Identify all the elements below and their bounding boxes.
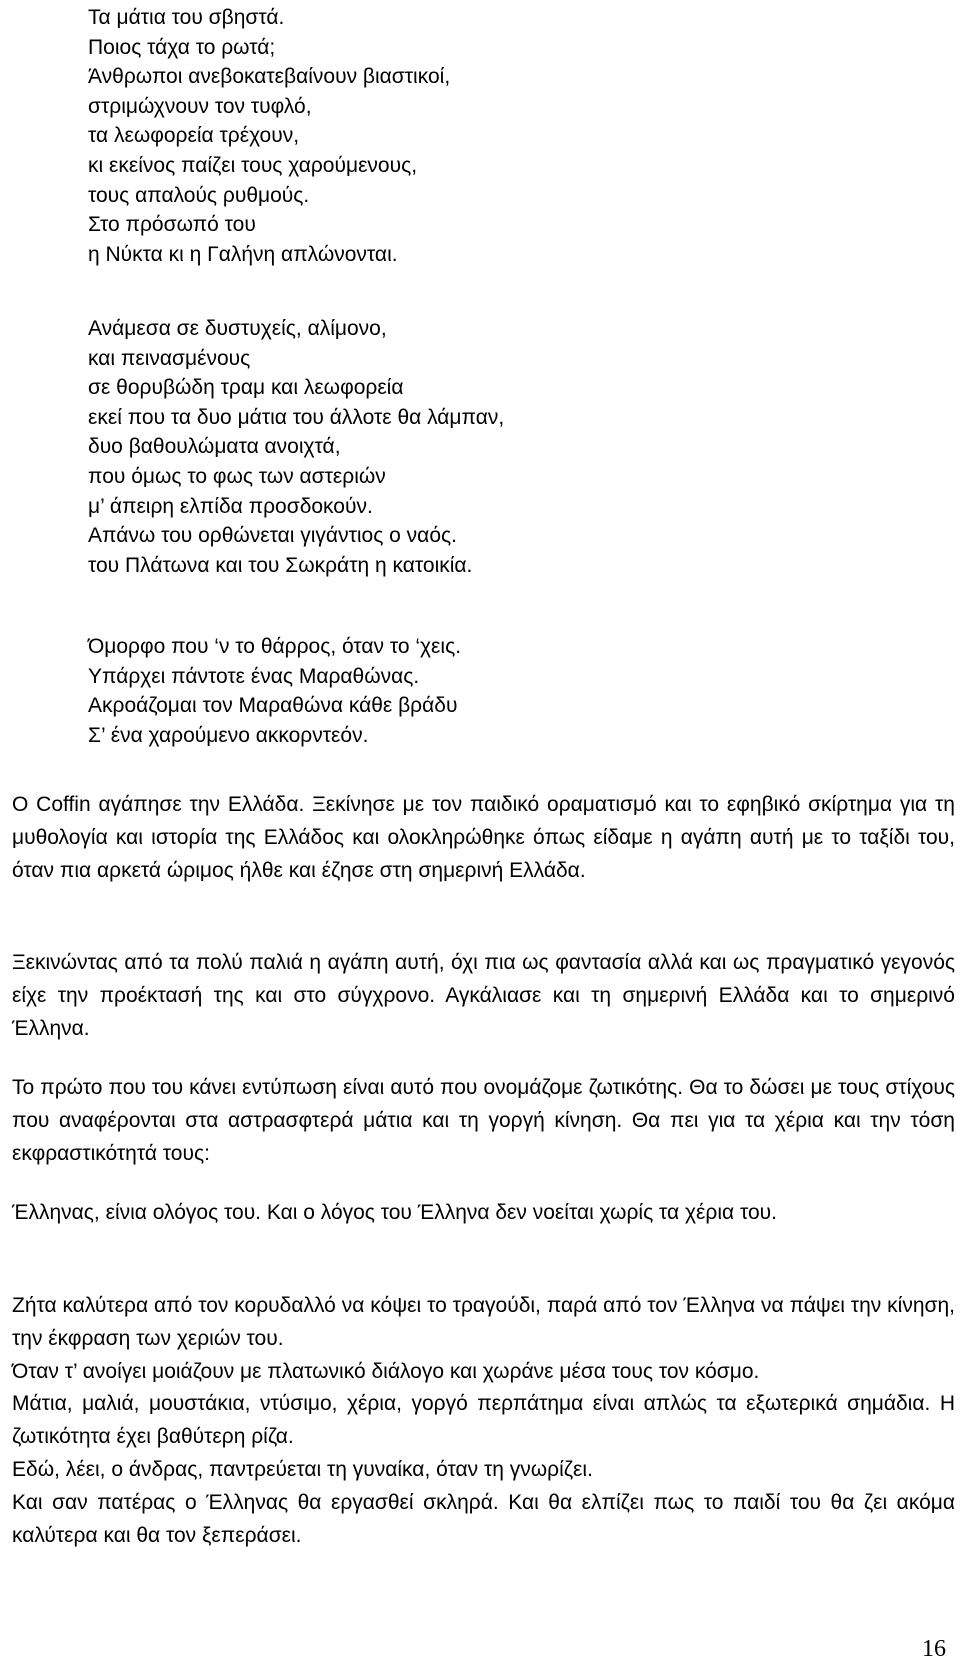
paragraph: Ζήτα καλύτερα από τον κορυδαλλό να κόψει το τραγούδι, παρά από τον Έλληνα να πάψει την κίνηση, την έκφραση των χεριών του. [12,1294,955,1350]
poem-stanza-2 [88,314,908,580]
poem-line: που όμως το φως των αστεριών [88,464,386,488]
poem-line: στριμώχνουν τον τυφλό, [88,94,312,118]
paragraph: Εδώ, λέει, ο άνδρας, παντρεύεται τη γυναίκα, όταν τη γνωρίζει. [12,1457,593,1481]
paragraph: Όταν τ’ ανοίγει μοιάζουν με πλατωνικό διάλογο και χωράνε μέσα τους τον κόσμο. [12,1359,760,1383]
prose-block-2 [12,947,955,1045]
poem-line: μ’ άπειρη ελπίδα προσδοκούν. [88,494,373,518]
poem-line: Απάνω του ορθώνεται γιγάντιος ο ναός. [88,524,457,548]
poem-line: Άνθρωποι ανεβοκατεβαίνουν βιαστικοί, [88,65,451,89]
poem-line: Ποιος τάχα το ρωτά; [88,35,276,59]
poem-line: του Πλάτωνα και του Σωκράτη η κατοικία. [88,553,473,577]
poem-line: σε θορυβώδη τραμ και λεωφορεία [88,376,404,400]
poem-stanza-1 [88,3,908,269]
prose-block-1 [12,789,955,887]
poem-line: Σ’ ένα χαρούμενο ακκορντεόν. [88,723,369,747]
poem-line: η Νύκτα κι η Γαλήνη απλώνονται. [88,242,398,266]
poem-stanza-3 [88,632,908,750]
paragraph: Έλληνας, είνια ολόγος του. Και ο λόγος του Έλληνα δεν νοείται χωρίς τα χέρια του. [12,1201,777,1224]
paragraph: Ξεκινώντας από τα πολύ παλιά η αγάπη αυτή, όχι πια ως φαντασία αλλά και ως πραγματικό γεγονός είχε την προέκτασή της και στο σύγχρονο. Αγκάλιασε και τη σημερινή Ελλάδα και το σημερινό Έλληνα. [12,951,955,1040]
poem-line: τους απαλούς ρυθμούς. [88,183,310,207]
poem-line: κι εκείνος παίζει τους χαρούμενους, [88,153,418,177]
poem-line: και πεινασμένους [88,346,251,370]
poem-line: δυο βαθουλώματα ανοιχτά, [88,435,341,459]
poem-line: Στο πρόσωπό του [88,213,256,237]
paragraph: Και σαν πατέρας ο Έλληνας θα εργασθεί σκληρά. Και θα ελπίζει πως το παιδί του θα ζει ακόμα καλύτερα και θα τον ξεπεράσει. [12,1490,955,1547]
poem-line: Ανάμεσα σε δυστυχείς, αλίμονο, [88,317,387,340]
poem-line: Ακροάζομαι τον Μαραθώνα κάθε βράδυ [88,694,458,718]
poem-line: Υπάρχει πάντοτε ένας Μαραθώνας. [88,664,420,688]
poem-line: τα λεωφορεία τρέχουν, [88,124,300,148]
poem-line: εκεί που τα δυο μάτια του άλλοτε θα λάμπαν, [88,405,505,429]
poem-line: Όμορφο που ‘ν το θάρρος, όταν το ‘χεις. [88,635,462,658]
poem-line: Τα μάτια του σβηστά. [88,6,285,29]
paragraph: Ο Coffin αγάπησε την Ελλάδα. Ξεκίνησε με τον παιδικό οραματισμό και το εφηβικό σκίρτημα για τη μυθολογία και ιστορία της Ελλάδος και ολοκληρώθηκε όπως είδαμε η αγάπη αυτή με το ταξίδι του, όταν πια αρκετά ώριμος ήλθε και έζησε στη σημερινή Ελλάδα. [12,793,955,882]
prose-block-3 [12,1072,955,1170]
paragraph: Μάτια, μαλιά, μουστάκια, ντύσιμο, χέρια, γοργό περπάτημα είναι απλώς τα εξωτερικά σημάδια. Η ζωτικότητα έχει βαθύτερη ρίζα. [12,1392,955,1449]
page-number: 16 [922,1636,946,1662]
prose-block-4 [12,1197,955,1230]
paragraph: Το πρώτο που του κάνει εντύπωση είναι αυτό που ονομάζομε ζωτικότης. Θα το δώσει με τους στίχους που αναφέρονται στα αστρασφτερά μάτια και τη γοργή κίνηση. Θα πει για τα χέρια και την τόση εκφραστικότητά τους: [12,1076,955,1165]
prose-block-5 [12,1290,955,1552]
